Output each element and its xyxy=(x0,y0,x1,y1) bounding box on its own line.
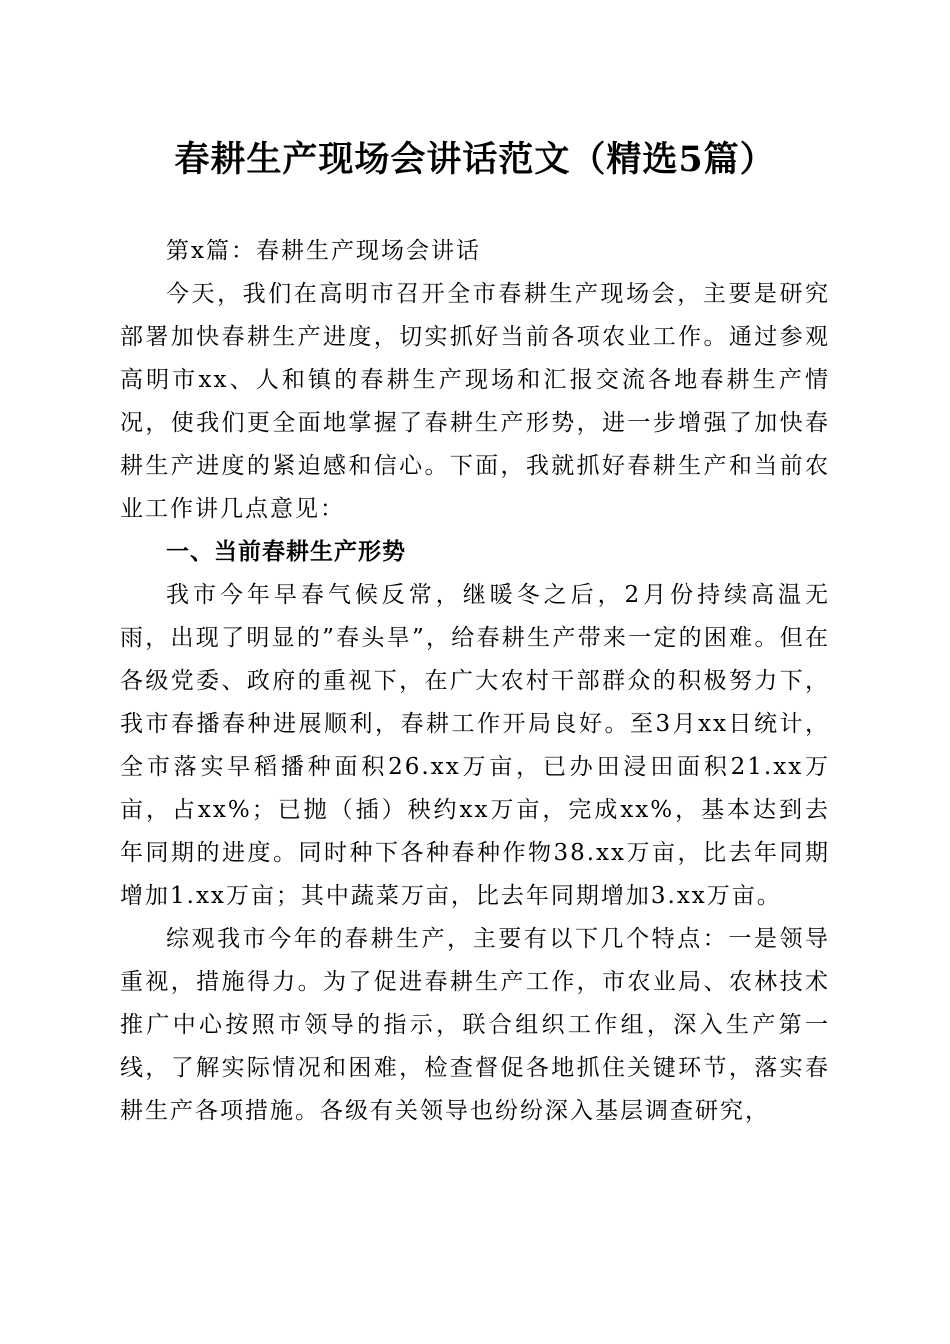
intro-paragraph: 今天，我们在高明市召开全市春耕生产现场会，主要是研究部署加快春耕生产进度，切实抓好当前各项农业工作。通过参观高明市xx、人和镇的春耕生产现场和汇报交流各地春耕生产情况，使我们更全面地掌握了春耕生产形势，进一步增强了加快春耕生产进度的紧迫感和信心。下面，我就抓好春耕生产和当前农业工作讲几点意见： xyxy=(120,281,830,522)
subtitle-line: 第x篇：春耕生产现场会讲话 xyxy=(166,238,481,264)
section-paragraph-2: 综观我市今年的春耕生产，主要有以下几个特点：一是领导重视，措施得力。为了促进春耕生产工作，市农业局、农林技术推广中心按照市领导的指示，联合组织工作组，深入生产第一线，了解实际情况和困难，检查督促各地抓住关键环节，落实春耕生产各项措施。各级有关领导也纷纷深入基层调查研究， xyxy=(120,926,830,1124)
section-heading: 一、当前春耕生产形势 xyxy=(166,539,406,565)
document-body xyxy=(120,230,830,1133)
document-title: 春耕生产现场会讲话范文（精选5篇） xyxy=(174,139,776,180)
section-paragraph-1: 我市今年早春气候反常，继暖冬之后，2月份持续高温无雨，出现了明显的”春头旱”，给春耕生产带来一定的困难。但在各级党委、政府的重视下，在广大农村干部群众的积极努力下，我市春播春种进展顺利，春耕工作开局良好。至3月xx日统计，全市落实早稻播种面积26.xx万亩，已办田浸田面积21.xx万亩，占xx%；已抛（插）秧约xx万亩，完成xx%，基本达到去年同期的进度。同时种下各种春种作物38.xx万亩，比去年同期增加1.xx万亩；其中蔬菜万亩，比去年同期增加3.xx万亩。 xyxy=(120,582,830,909)
